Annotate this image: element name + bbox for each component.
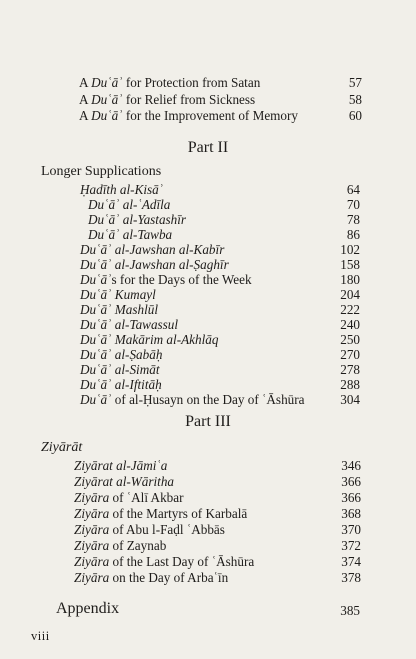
page-number: 378 xyxy=(341,570,361,585)
part-heading: Part II xyxy=(187,139,229,156)
toc-entry: Duʿāʾ al-Jawshan al-Ṣaghīr xyxy=(80,257,229,272)
page-number: 60 xyxy=(348,108,362,123)
toc-entry: Ziyārat al-Wāritha xyxy=(74,474,175,489)
page-number: 204 xyxy=(340,287,360,302)
page-number: 366 xyxy=(341,490,361,505)
page-number: 70 xyxy=(346,197,360,212)
toc-entry: Duʿāʾ al-Yastashīr xyxy=(88,212,187,227)
toc-entry: Duʿāʾs for the Days of the Week xyxy=(80,272,252,287)
page-number: 270 xyxy=(340,347,360,362)
page-number: 222 xyxy=(340,302,360,317)
page-number: 57 xyxy=(348,75,362,90)
page-number: 158 xyxy=(340,257,360,272)
toc-entry: Duʿāʾ al-ʿAdīla xyxy=(88,197,171,212)
page-number: 346 xyxy=(341,458,361,473)
toc-entry: Ziyārat al-Jāmiʿa xyxy=(74,458,168,473)
page-number: 385 xyxy=(340,603,360,618)
page-number: 64 xyxy=(346,182,360,197)
page-number: 278 xyxy=(340,362,360,377)
page-number: 86 xyxy=(346,227,360,242)
page-number: 372 xyxy=(341,538,361,553)
page-number: 304 xyxy=(340,392,360,407)
page-number: 368 xyxy=(341,506,361,521)
page-number: 102 xyxy=(340,242,360,257)
toc-entry: Ziyāra of ʿAlī Akbar xyxy=(74,490,184,505)
toc-entry: A Duʿāʾ for Protection from Satan xyxy=(79,75,261,90)
toc-entry: Ziyāra of the Martyrs of Karbalā xyxy=(74,506,248,521)
page-number: 370 xyxy=(341,522,361,537)
page-number: 366 xyxy=(341,474,361,489)
toc-entry: A Duʿāʾ for the Improvement of Memory xyxy=(79,108,299,123)
page-number: 58 xyxy=(348,92,362,107)
section-title: Longer Supplications xyxy=(41,164,162,179)
toc-entry: Duʿāʾ al-Tawba xyxy=(88,227,173,242)
folio-number: viii xyxy=(31,629,50,643)
page-number: 180 xyxy=(340,272,360,287)
toc-entry: Ziyāra on the Day of Arbaʿīn xyxy=(74,570,229,585)
toc-entry: Ziyāra of Abu l-Faḍl ʿAbbās xyxy=(74,522,225,537)
toc-entry: Duʿāʾ al-Tawassul xyxy=(80,317,179,332)
part-heading: Part III xyxy=(185,413,231,430)
toc-entry: Duʿāʾ al-Iftitāḥ xyxy=(80,377,162,392)
page-number: 250 xyxy=(340,332,360,347)
section-title: Ziyārāt xyxy=(41,440,83,455)
toc-entry: A Duʿāʾ for Relief from Sickness xyxy=(79,92,256,107)
toc-entry: Duʿāʾ Mashlūl xyxy=(80,302,159,317)
toc-entry: Ziyāra of Zaynab xyxy=(74,538,167,553)
toc-entry: Duʿāʾ of al-Ḥusayn on the Day of ʿĀshūra xyxy=(80,392,305,407)
page-number: 240 xyxy=(340,317,360,332)
toc-entry: Duʿāʾ Kumayl xyxy=(80,287,156,302)
toc-entry: Duʿāʾ al-Simāt xyxy=(80,362,160,377)
page-number: 288 xyxy=(340,377,360,392)
toc-entry: Duʿāʾ al-Jawshan al-Kabīr xyxy=(80,242,225,257)
toc-entry: Ziyāra of the Last Day of ʿĀshūra xyxy=(74,554,255,569)
appendix-heading: Appendix xyxy=(56,600,120,617)
toc-entry: Duʿāʾ Makārim al-Akhlāq xyxy=(80,332,219,347)
toc-entry: Duʿāʾ al-Ṣabāḥ xyxy=(80,347,163,362)
page-number: 374 xyxy=(341,554,361,569)
page-number: 78 xyxy=(346,212,360,227)
toc-entry: Ḥadīth al-Kisāʾ xyxy=(80,182,164,197)
